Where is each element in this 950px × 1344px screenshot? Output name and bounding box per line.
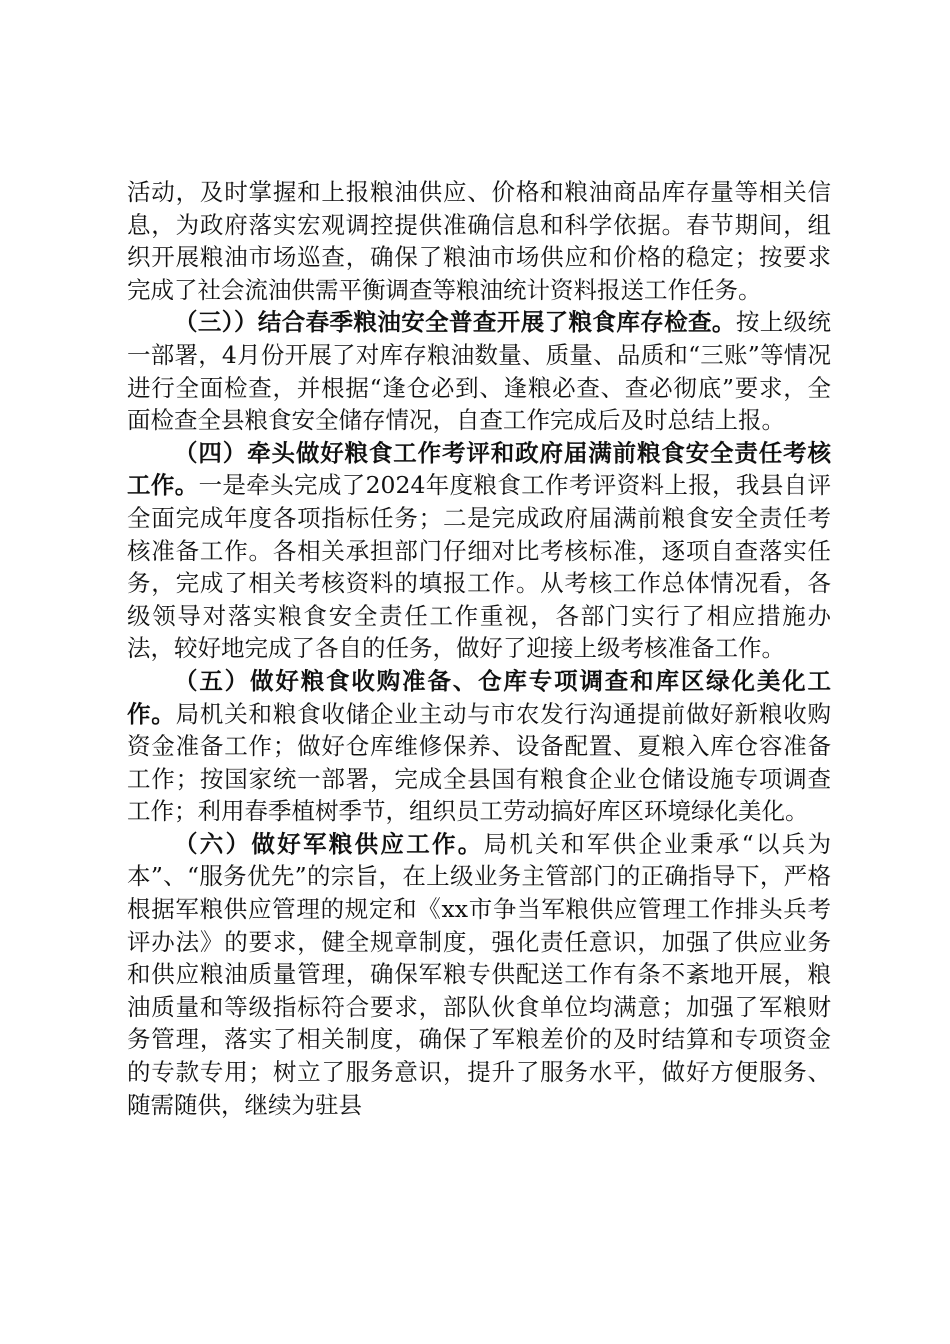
section-heading: （四）牵头做好粮食工作考评和政府届满前粮食安全责任考核工作。 [127, 438, 831, 500]
paragraph-section-3 [127, 306, 831, 436]
paragraph-text: 局机关和军供企业秉承“以兵为本”、“服务优先”的宗旨，在上级业务主管部门的正确指导下，严格根据军粮供应管理的规定和《xx市争当军粮供应管理工作排头兵考评办法》的要求，健全规章制度，强化责任意识，加强了供应业务和供应粮油质量管理，确保军粮专供配送工作有条不紊地开展，粮油质量和等级指标符合要求，部队伙食单位均满意；加强了军粮财务管理，落实了相关制度，确保了军粮差价的及时结算和专项资金的专款专用；树立了服务意识，提升了服务水平，做好方便服务、随需随供，继续为驻县 [127, 829, 831, 1119]
paragraph-section-6 [127, 828, 831, 1121]
section-heading: （三））结合春季粮油安全普查开展了粮食库存检查。 [174, 308, 736, 337]
paragraph-continuation [127, 176, 831, 306]
paragraph-text: 一是牵头完成了2024年度粮食工作考评资料上报，我县自评全面完成年度各项指标任务；二是完成政府届满前粮食安全责任考核准备工作。各相关承担部门仔细对比考核标准，逐项自查落实任务，完成了相关考核资料的填报工作。从考核工作总体情况看，各级领导对落实粮食安全责任工作重视，各部门实行了相应措施办法，较好地完成了各自的任务，做好了迎接上级考核准备工作。 [127, 471, 831, 663]
paragraph-text: 活动，及时掌握和上报粮油供应、价格和粮油商品库存量等相关信息，为政府落实宏观调控提供准确信息和科学依据。春节期间，组织开展粮油市场巡查，确保了粮油市场供应和价格的稳定；按要求完成了社会流油供需平衡调查等粮油统计资料报送工作任务。 [127, 178, 831, 304]
document-body [127, 176, 831, 1121]
paragraph-section-5 [127, 665, 831, 828]
section-heading: （六）做好军粮供应工作。 [174, 829, 484, 858]
paragraph-text: 按上级统一部署，4月份开展了对库存粮油数量、质量、品质和“三账”等情况进行全面检查，并根据“逢仓必到、逢粮必查、查必彻底”要求，全面检查全县粮食安全储存情况，自查工作完成后及时总结上报。 [127, 308, 832, 435]
paragraph-text: 局机关和粮食收储企业主动与市农发行沟通提前做好新粮收购资金准备工作；做好仓库维修保养、设备配置、夏粮入库仓容准备工作；按国家统一部署，完成全县国有粮食企业仓储设施专项调查工作；利用春季植树季节，组织员工劳动搞好库区环境绿化美化。 [127, 699, 832, 826]
paragraph-section-4 [127, 437, 831, 665]
section-heading: （五）做好粮食收购准备、仓库专项调查和库区绿化美化工作。 [127, 666, 831, 728]
